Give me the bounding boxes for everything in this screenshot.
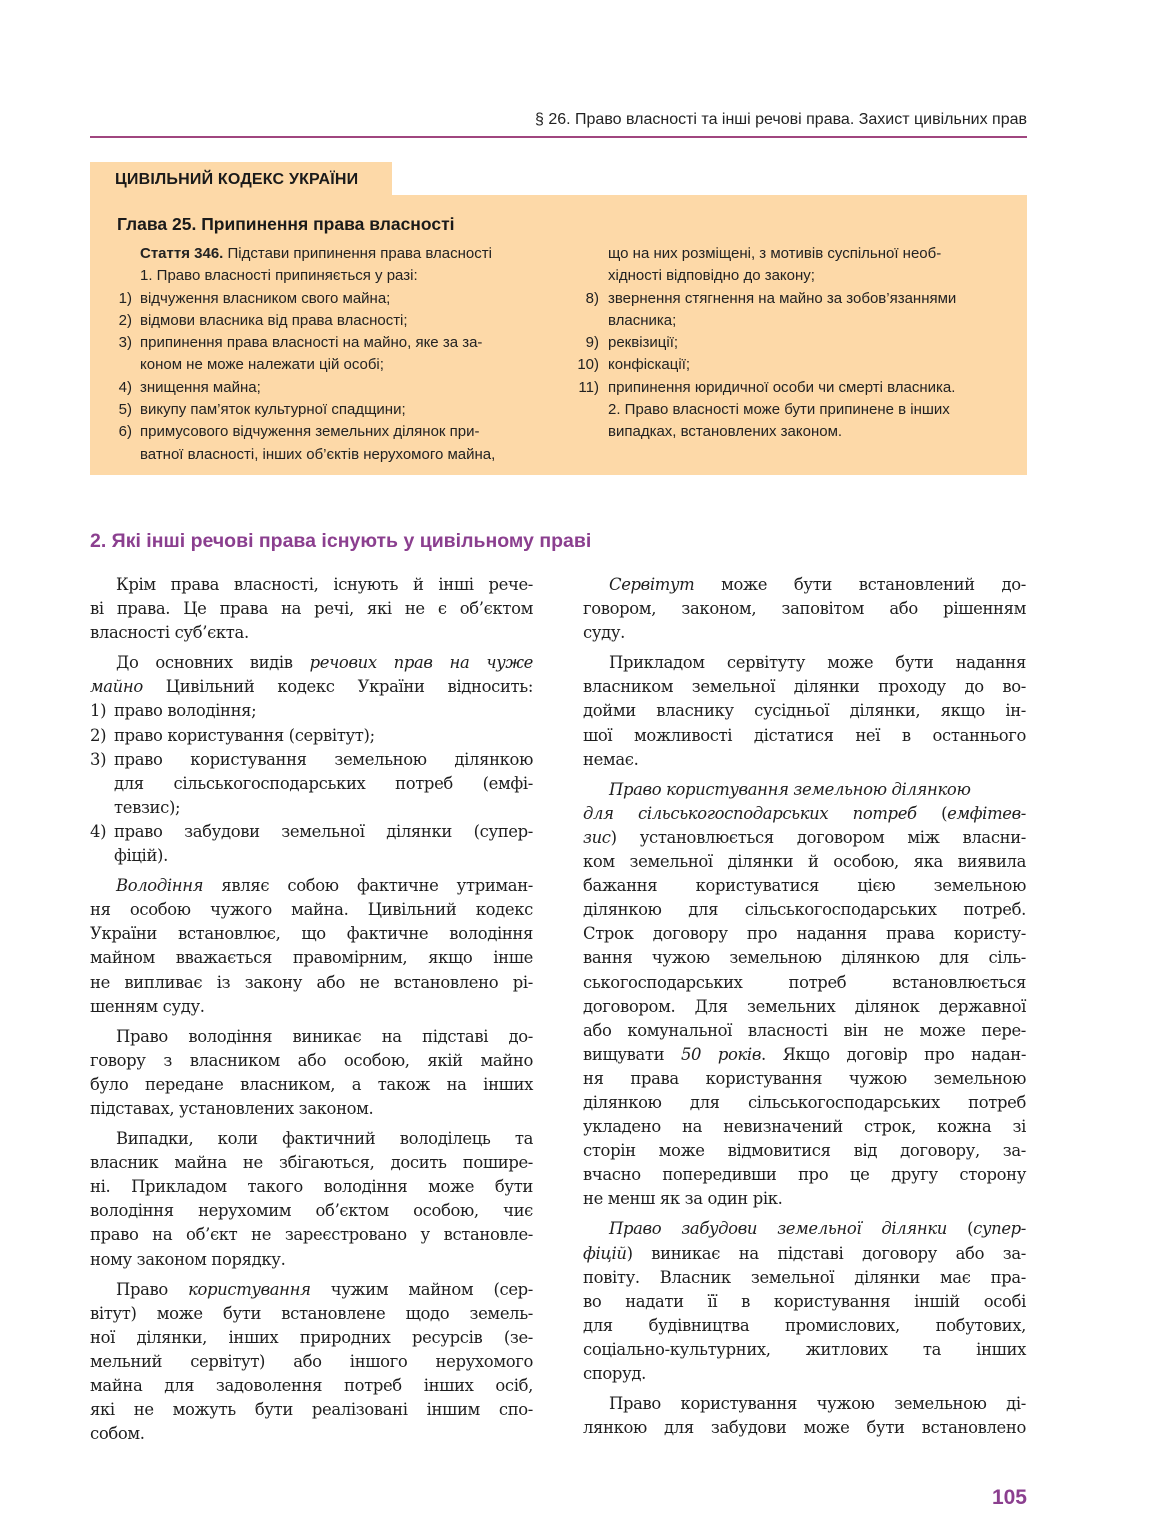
code-line — [575, 354, 1005, 376]
body-line — [583, 1242, 1026, 1266]
body-line — [583, 621, 1026, 645]
body-text: вітут) може бути встановлене щодо земель- — [90, 1303, 533, 1323]
chapter-title: Глава 25. Припинення права власності — [117, 214, 455, 234]
code-line — [575, 243, 1005, 265]
body-text: ) установлюється договором між власни- — [610, 827, 1026, 847]
body-line — [90, 651, 533, 675]
body-italic-text: супер- — [973, 1219, 1026, 1239]
body-line — [583, 1290, 1026, 1314]
body-italic-text: для сільськогосподарських потреб — [583, 803, 917, 823]
body-line — [90, 1422, 533, 1446]
body-text: лянкою для забудови може бути встановлено — [583, 1418, 1026, 1438]
code-line-text: випадках, встановлених законом. — [608, 423, 843, 441]
body-line — [583, 995, 1026, 1019]
body-line — [583, 971, 1026, 995]
body-text: укладено на невизначений строк, кожна зі — [583, 1117, 1026, 1137]
body-line — [90, 1326, 533, 1350]
code-line — [110, 310, 535, 332]
code-line-text: 2. Право власності може бути припинене в інших — [608, 401, 950, 419]
body-text: право користування земельною ділянкою — [114, 749, 533, 769]
body-line — [90, 1223, 533, 1247]
body-text: ві права. Це права на речі, які не є об’єктом — [90, 599, 533, 619]
code-line-text: примусового відчуження земельних ділянок при- — [140, 423, 480, 441]
body-line — [583, 874, 1026, 898]
code-line-text: припинення права власності на майно, яке за за- — [140, 334, 483, 352]
code-line — [575, 310, 1005, 332]
body-line — [90, 1151, 533, 1175]
body-line — [90, 796, 533, 820]
body-line — [90, 675, 533, 699]
body-text: майном вважається правомірним, якщо інше — [90, 948, 533, 968]
body-text: Право — [116, 1279, 189, 1299]
body-right-column — [583, 573, 1026, 1440]
body-text: шої можливості дістатися неї в останнього — [583, 725, 1026, 745]
body-text: ) виникає на підставі договору або за- — [626, 1243, 1026, 1263]
body-text: власник майна не збігаються, досить пошире- — [90, 1153, 533, 1173]
body-line — [583, 1067, 1026, 1091]
code-line — [575, 265, 1005, 287]
body-line — [583, 922, 1026, 946]
body-text: ному законом порядку. — [90, 1249, 286, 1269]
body-text: або комунальної власності він не може пере- — [583, 1020, 1026, 1040]
body-text: договором. Для земельних ділянок державної — [583, 996, 1026, 1016]
code-line — [110, 265, 535, 287]
code-item-number: 1) — [118, 289, 132, 307]
body-line — [583, 1217, 1026, 1241]
civil-code-tab-label: ЦИВІЛЬНИЙ КОДЕКС УКРАЇНИ — [115, 171, 359, 188]
code-item-number: 3) — [118, 334, 132, 352]
body-text: являє собою фактичне утриман- — [203, 876, 533, 896]
body-text: власником земельної ділянки проходу до во- — [583, 677, 1026, 697]
body-line — [583, 1266, 1026, 1290]
body-text: може бути встановлений до- — [694, 575, 1026, 594]
body-text: ком земельної ділянки й особою, яка виявила — [583, 852, 1026, 872]
body-line — [583, 826, 1026, 850]
body-text: ня особою чужого майна. Цивільний кодекс — [90, 900, 533, 920]
body-text: ськогосподарських потреб встановлюється — [583, 972, 1026, 992]
body-line — [90, 1374, 533, 1398]
body-line — [90, 597, 533, 621]
body-text: ня права користування чужою земельною — [583, 1068, 1026, 1088]
list-number: 2) — [90, 725, 107, 745]
body-text: вчасно попередивши про це другу сторону — [583, 1165, 1026, 1185]
code-line-text: припинення юридичної особи чи смерті власника. — [608, 378, 956, 396]
body-text: суду. — [583, 623, 626, 643]
body-text: право на об’єкт не зареєстровано у встановле- — [90, 1225, 533, 1245]
body-line — [90, 1097, 533, 1121]
body-line — [90, 874, 533, 898]
body-line — [583, 675, 1026, 699]
body-line — [583, 1091, 1026, 1115]
body-line — [90, 922, 533, 946]
body-line — [90, 995, 533, 1019]
body-italic-text: майно — [90, 677, 143, 697]
body-line — [583, 597, 1026, 621]
code-line-text: звернення стягнення на майно за зобов’язаннями — [608, 289, 957, 307]
body-text: говору з власником або особою, якій майно — [90, 1050, 533, 1070]
page-number: 105 — [991, 1486, 1027, 1509]
body-italic-text: емфітев- — [947, 803, 1026, 823]
body-line — [583, 778, 1026, 802]
code-line — [575, 288, 1005, 310]
code-right-column — [575, 243, 1005, 444]
code-line — [110, 288, 535, 310]
body-text: дойми власнику сусідньої ділянки, якщо ін- — [583, 701, 1026, 721]
body-text: говором, законом, заповітом або рішенням — [583, 599, 1026, 619]
body-line — [90, 820, 533, 844]
body-line — [90, 1302, 533, 1326]
body-text: ділянкою для сільськогосподарських потреб. — [583, 900, 1026, 920]
code-line-text: ватної власності, інших об’єктів нерухомого майна, — [140, 445, 496, 463]
body-line — [583, 1043, 1026, 1067]
civil-code-tab — [90, 162, 392, 196]
body-line — [583, 946, 1026, 970]
body-text: ної ділянки, інших природних ресурсів (зе- — [90, 1327, 533, 1347]
body-line — [583, 1163, 1026, 1187]
code-line — [110, 444, 535, 466]
body-text: тевзис); — [114, 797, 181, 817]
body-text: чужим майном (сер- — [310, 1279, 533, 1299]
article-heading — [110, 243, 535, 265]
body-line — [583, 699, 1026, 723]
body-text: немає. — [583, 749, 639, 769]
body-line — [583, 898, 1026, 922]
code-line-text: власника; — [608, 311, 677, 329]
body-line — [90, 724, 533, 748]
body-text: право користування (сервітут); — [114, 725, 375, 745]
code-item-number: 2) — [118, 311, 132, 329]
code-line-text: відмови власника від права власності; — [140, 311, 408, 329]
body-line — [90, 1248, 533, 1272]
body-italic-text: Право користування земельною ділянкою — [609, 779, 971, 799]
body-italic-text: Сервітут — [609, 575, 695, 594]
body-line — [90, 748, 533, 772]
code-line — [110, 399, 535, 421]
body-text: вання чужою земельною ділянкою для сіль- — [583, 948, 1026, 968]
body-line — [90, 1025, 533, 1049]
body-text: Цивільний кодекс України відносить: — [142, 677, 533, 697]
body-line — [90, 1175, 533, 1199]
body-text: фіцій). — [114, 846, 168, 866]
body-line — [90, 621, 533, 645]
list-number: 4) — [90, 821, 107, 841]
code-line-text: що на них розміщені, з мотивів суспільної необ- — [608, 245, 942, 262]
body-line — [90, 699, 533, 723]
body-line — [90, 1398, 533, 1422]
body-italic-text: користування — [188, 1279, 311, 1299]
code-line — [575, 421, 1005, 443]
body-text: сторін може відмовитися від договору, за- — [583, 1141, 1026, 1161]
body-italic-text: зис — [583, 827, 611, 847]
body-italic-text: Право забудови земельної ділянки — [609, 1219, 947, 1239]
body-line — [90, 1278, 533, 1302]
body-text: ( — [946, 1219, 974, 1239]
body-text: До основних видів — [116, 653, 310, 673]
section-heading: 2. Які інші речові права існують у цивільному праві — [90, 530, 592, 552]
body-text: Прикладом сервітуту може бути надання — [609, 653, 1026, 673]
body-line — [90, 1350, 533, 1374]
code-line-text: викупу пам’яток культурної спадщини; — [140, 401, 406, 419]
body-line — [90, 844, 533, 868]
list-number: 3) — [90, 749, 107, 769]
body-text: во надати її в користування іншій особі — [583, 1291, 1026, 1311]
body-text: Строк договору про надання права користу- — [583, 924, 1026, 944]
body-text: мельний сервітут) або іншого нерухомого — [90, 1351, 533, 1371]
code-line — [110, 421, 535, 443]
body-line — [90, 573, 533, 597]
body-text: ділянкою для сільськогосподарських потреб — [583, 1092, 1026, 1112]
body-text: Крім права власності, існують й інші рече- — [116, 575, 533, 594]
body-line — [583, 724, 1026, 748]
code-line — [110, 332, 535, 354]
running-header: § 26. Право власності та інші речові права. Захист цивільних прав — [535, 111, 1027, 128]
body-text: власності суб’єкта. — [90, 623, 249, 643]
code-item-number: 9) — [585, 334, 599, 352]
code-line-text: відчуження власником свого майна; — [140, 289, 391, 307]
body-text: майна для задоволення потреб інших осіб, — [90, 1376, 533, 1395]
body-text: соціально-культурних, житлових та інших — [583, 1339, 1026, 1359]
body-text: Право володіння виникає на підставі до- — [116, 1026, 533, 1046]
body-text: було передане власником, а також на інших — [90, 1074, 533, 1094]
code-item-number: 4) — [118, 378, 132, 396]
body-text: бажання користуватися цією земельною — [583, 876, 1026, 896]
body-text: собом. — [90, 1424, 145, 1444]
body-text: . Якщо договір про надан- — [761, 1044, 1027, 1064]
code-left-column — [110, 243, 535, 466]
body-text: для сільськогосподарських потреб (емфі- — [114, 773, 533, 793]
body-left-column — [90, 573, 533, 1446]
body-text: повіту. Власник земельної ділянки має пра- — [583, 1267, 1026, 1287]
body-text: право володіння; — [114, 701, 257, 721]
code-line-text: коном не може належати цій особі; — [140, 356, 384, 374]
code-item-number: 5) — [118, 401, 132, 419]
body-text: Право користування чужою земельною ді- — [609, 1394, 1026, 1414]
code-item-number: 11) — [578, 378, 599, 396]
body-italic-text: Володіння — [116, 876, 204, 896]
body-line — [90, 971, 533, 995]
body-text: України встановлює, що фактичне володіння — [90, 924, 533, 944]
code-line-text: знищення майна; — [140, 378, 261, 396]
body-text: не випливає із закону або не встановлено рі- — [90, 972, 533, 992]
code-item-number: 8) — [585, 289, 599, 307]
body-text: Випадки, коли фактичний володілець та — [116, 1129, 533, 1149]
code-line — [575, 377, 1005, 399]
body-line — [90, 1049, 533, 1073]
body-text: підставах, установлених законом. — [90, 1098, 374, 1118]
code-line-text: реквізиції; — [608, 334, 679, 352]
body-text: для будівництва промислових, побутових, — [583, 1315, 1026, 1335]
body-text: шенням суду. — [90, 996, 205, 1016]
article-title: Підстави припинення права власності — [223, 245, 492, 262]
body-line — [583, 1362, 1026, 1386]
body-text: володіння нерухомим об’єктом особою, чиє — [90, 1201, 533, 1221]
code-line — [110, 377, 535, 399]
code-line — [575, 332, 1005, 354]
body-italic-text: речових прав на чуже — [309, 653, 533, 673]
body-text: ні. Прикладом такого володіння може бути — [90, 1177, 533, 1197]
list-number: 1) — [90, 701, 107, 721]
body-line — [583, 802, 1026, 826]
body-text: споруд. — [583, 1364, 646, 1383]
body-line — [583, 1338, 1026, 1362]
body-line — [583, 1187, 1026, 1211]
code-item-number: 10) — [577, 356, 599, 374]
article-label: Стаття 346. — [140, 245, 224, 262]
body-line — [583, 748, 1026, 772]
code-line-text: конфіскації; — [608, 356, 691, 374]
body-line — [90, 1127, 533, 1151]
body-line — [90, 772, 533, 796]
body-line — [583, 573, 1026, 597]
body-line — [90, 1073, 533, 1097]
body-line — [90, 898, 533, 922]
body-text: які не можуть бути реалізовані іншим спо- — [90, 1400, 533, 1420]
body-line — [583, 1115, 1026, 1139]
code-line-text: 1. Право власності припиняється у разі: — [140, 267, 418, 285]
body-text: не менш як за один рік. — [583, 1189, 783, 1209]
body-line — [583, 1139, 1026, 1163]
body-line — [583, 850, 1026, 874]
body-line — [583, 1392, 1026, 1416]
body-text: ( — [916, 803, 948, 823]
body-line — [583, 1019, 1026, 1043]
code-line — [110, 354, 535, 376]
body-text: право забудови земельної ділянки (супер- — [114, 821, 533, 841]
code-line — [575, 399, 1005, 421]
body-line — [90, 1199, 533, 1223]
body-line — [583, 651, 1026, 675]
code-line-text: хідності відповідно до закону; — [608, 267, 815, 285]
body-text: вищувати — [583, 1044, 681, 1064]
body-line — [583, 1416, 1026, 1440]
body-line — [583, 1314, 1026, 1338]
header-rule — [90, 136, 1027, 138]
body-line — [90, 946, 533, 970]
code-item-number: 6) — [118, 423, 132, 441]
body-italic-text: фіцій — [583, 1243, 627, 1263]
body-italic-text: 50 років — [680, 1044, 762, 1064]
